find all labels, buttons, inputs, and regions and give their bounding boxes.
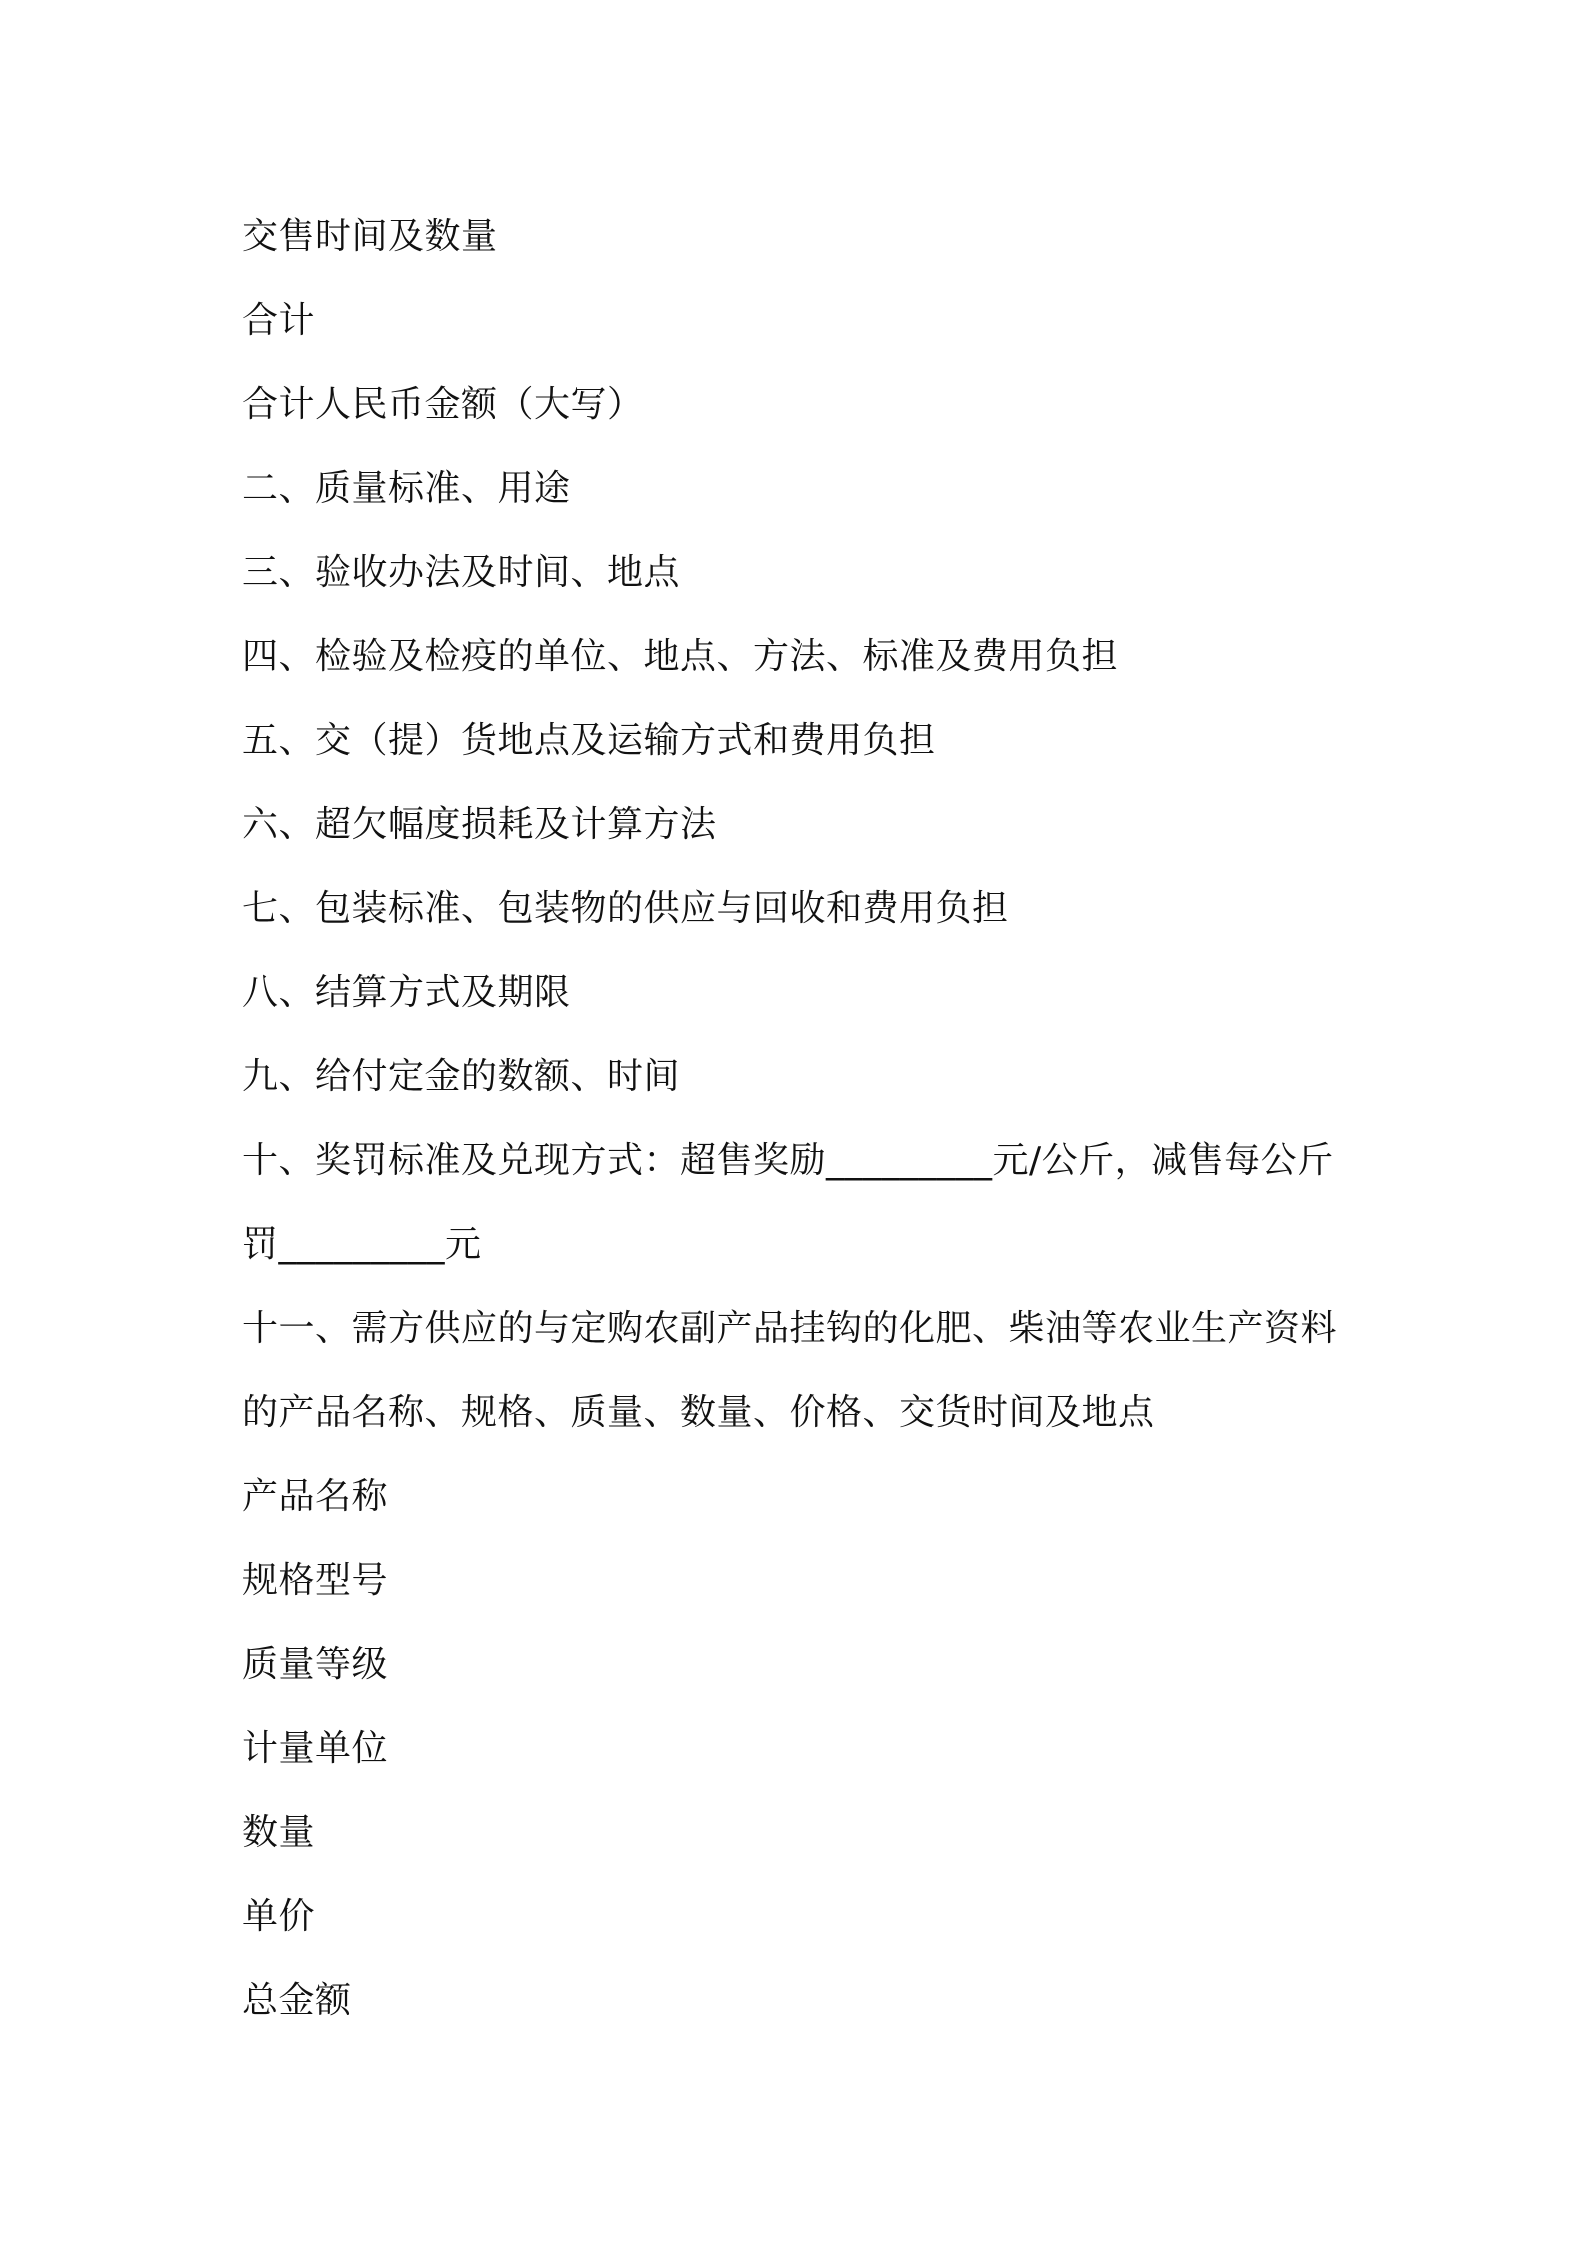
line-section-5-delivery: 五、交（提）货地点及运输方式和费用负担 xyxy=(242,720,936,761)
line-total-amount: 总金额 xyxy=(242,1980,352,2021)
line-section-7-packaging: 七、包装标准、包装物的供应与回收和费用负担 xyxy=(242,888,1009,929)
line-total: 合计 xyxy=(242,300,316,341)
line-section-4-inspection: 四、检验及检疫的单位、地点、方法、标准及费用负担 xyxy=(242,636,1119,677)
line-section-11-continued: 的产品名称、规格、质量、数量、价格、交货时间及地点 xyxy=(242,1392,1155,1433)
line-quality-grade: 质量等级 xyxy=(242,1644,389,1685)
line-section-2-quality: 二、质量标准、用途 xyxy=(242,468,571,509)
line-section-11-supplies: 十一、需方供应的与定购农副产品挂钩的化肥、柴油等农业生产资料 xyxy=(242,1308,1338,1349)
line-unit-price: 单价 xyxy=(242,1896,316,1937)
line-total-rmb-amount: 合计人民币金额（大写） xyxy=(242,384,644,425)
line-measure-unit: 计量单位 xyxy=(242,1728,389,1769)
line-section-6-loss: 六、超欠幅度损耗及计算方法 xyxy=(242,804,717,845)
line-section-8-settlement: 八、结算方式及期限 xyxy=(242,972,571,1013)
line-spec-model: 规格型号 xyxy=(242,1560,389,1601)
document-body xyxy=(242,195,1372,2043)
line-section-9-deposit: 九、给付定金的数额、时间 xyxy=(242,1056,681,1097)
line-section-3-acceptance: 三、验收办法及时间、地点 xyxy=(242,552,681,593)
line-quantity: 数量 xyxy=(242,1812,316,1853)
line-product-name: 产品名称 xyxy=(242,1476,389,1517)
line-section-10-rewards: 十、奖罚标准及兑现方式：超售奖励_________元/公斤，减售每公斤 xyxy=(242,1140,1334,1181)
line-section-10-penalty: 罚_________元 xyxy=(242,1224,482,1265)
line-sale-time-quantity: 交售时间及数量 xyxy=(242,216,498,257)
